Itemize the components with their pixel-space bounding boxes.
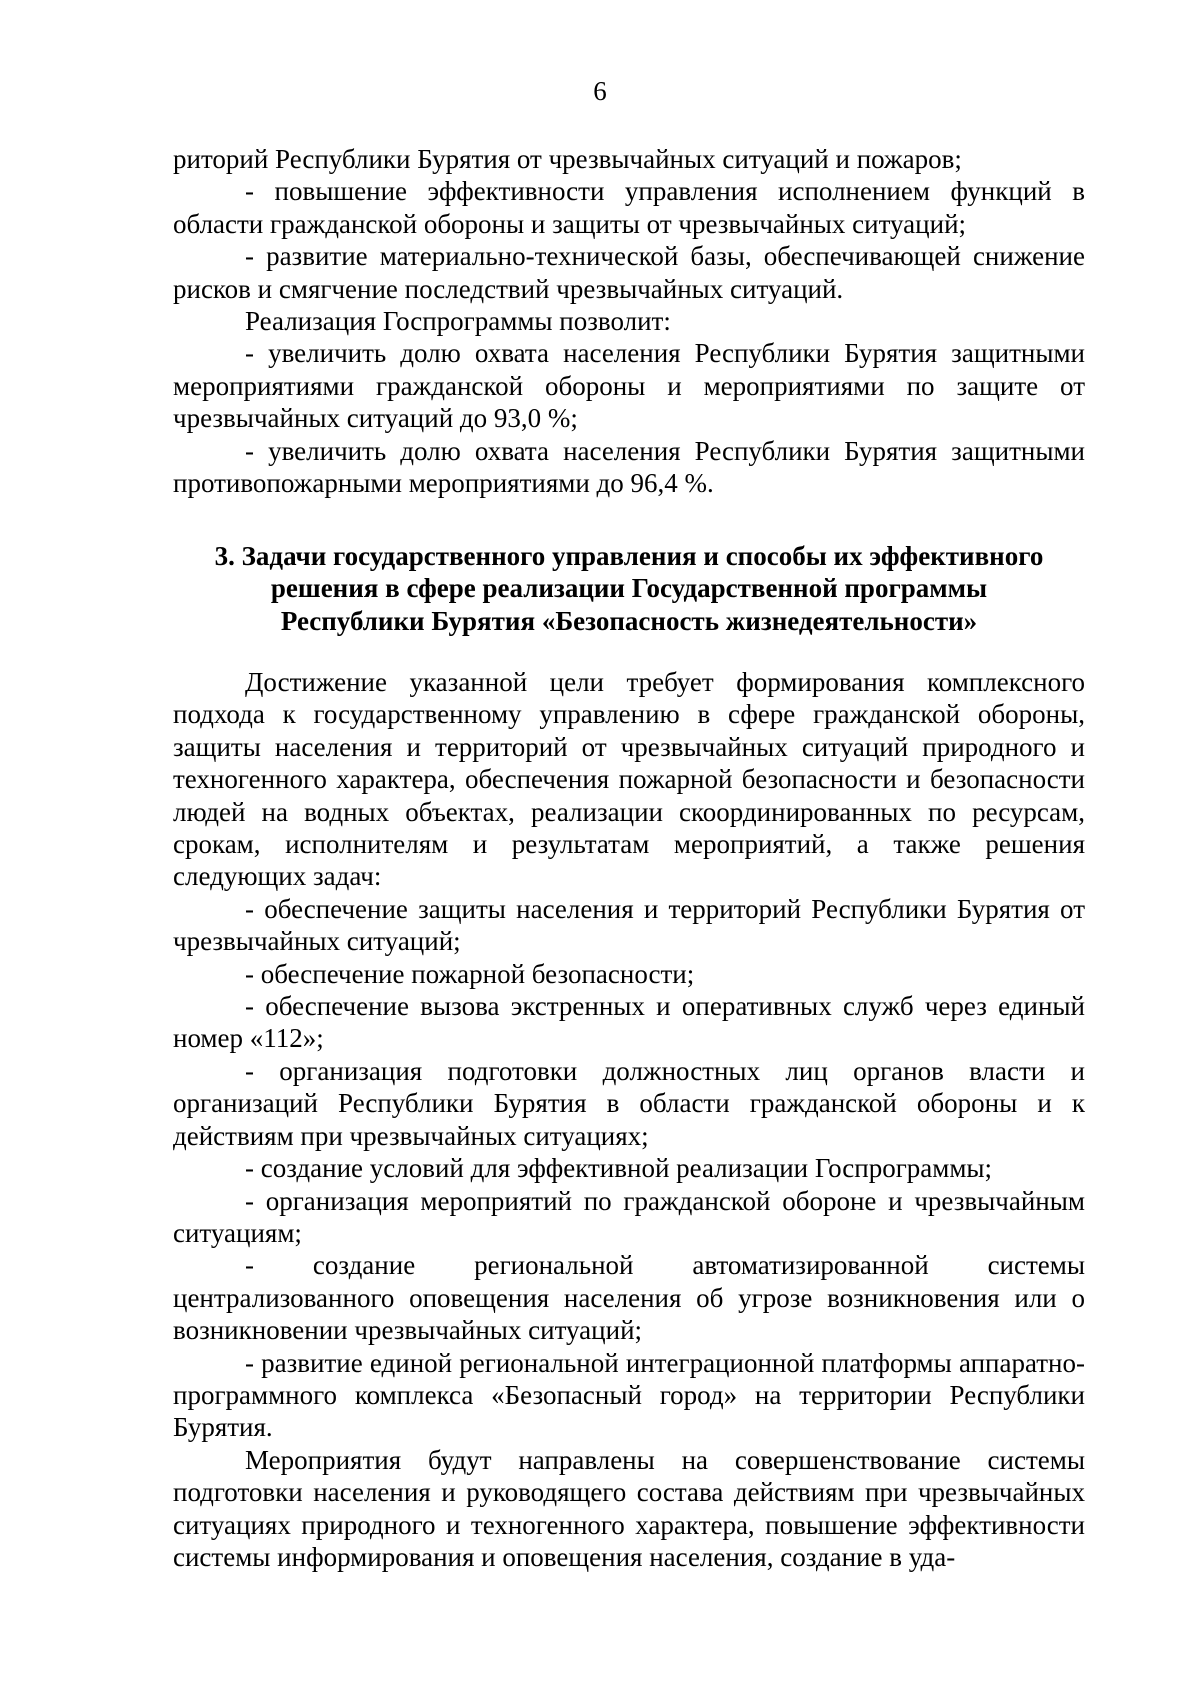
result-item: - увеличить долю охвата населения Республики Бурятия защитными противопожарными мероприятиями до 96,4 %. [173, 435, 1085, 499]
page-number: 6 [593, 76, 607, 106]
task-item: - создание условий для эффективной реализации Госпрограммы; [245, 1153, 993, 1184]
task-item: - обеспечение вызова экстренных и оперативных служб через единый номер «112»; [173, 991, 1085, 1054]
task-item: - обеспечение пожарной безопасности; [245, 958, 695, 989]
goal-item: - развитие материально-технической базы, обеспечивающей снижение рисков и смягчение последствий чрезвычайных ситуаций. [173, 241, 1085, 304]
goal-item: - повышение эффективности управления исполнением функций в области гражданской обороны и защиты от чрезвычайных ситуаций; [173, 176, 1085, 239]
section-heading-line: 3. Задачи государственного управления и способы их эффективного [214, 541, 1044, 571]
body-paragraph: Мероприятия будут направлены на совершенствование системы подготовки населения и руководящего состава действиям при чрезвычайных ситуациях природного и техногенного характера, повышение эффективности системы информирования и оповещения населения, создание в уда- [173, 1444, 1085, 1572]
body-paragraph: Достижение указанной цели требует формирования комплексного подхода к государственному управлению в сфере гражданской обороны, защиты населения и территорий от чрезвычайных ситуаций природного и техногенного характера, обеспечения пожарной безопасности и безопасности людей на водных объектах, реализации скоординированных по ресурсам, срокам, исполнителям и результатам мероприятий, а также решения следующих задач: [173, 667, 1085, 892]
continued-paragraph: риторий Республики Бурятия от чрезвычайных ситуаций и пожаров; [173, 144, 962, 174]
task-item: - организация мероприятий по гражданской обороне и чрезвычайным ситуациям; [173, 1185, 1085, 1248]
task-item: - организация подготовки должностных лиц органов власти и организаций Республики Бурятия в области гражданской обороны и к действиям при чрезвычайных ситуациях; [173, 1055, 1085, 1151]
section-heading-line: Республики Бурятия «Безопасность жизнедеятельности» [280, 605, 978, 636]
section-heading-line: решения в сфере реализации Государственной программы [270, 573, 988, 604]
task-item: - создание региональной автоматизированной системы централизованного оповещения населения об угрозе возникновения или о возникновении чрезвычайных ситуаций; [173, 1250, 1085, 1346]
result-item: - увеличить долю охвата населения Республики Бурятия защитными мероприятиями гражданской обороны и мероприятиями по защите от чрезвычайных ситуаций до 93,0 %; [173, 338, 1085, 434]
section-heading [173, 540, 1085, 637]
intro-block [173, 143, 1085, 499]
task-item: - обеспечение защиты населения и территорий Республики Бурятия от чрезвычайных ситуаций; [173, 893, 1085, 957]
results-lead: Реализация Госпрограммы позволит: [245, 306, 671, 337]
task-item: - развитие единой региональной интеграционной платформы аппаратно-программного комплекса «Безопасный город» на территории Республики Бурятия. [173, 1347, 1085, 1443]
section-body [173, 666, 1085, 1573]
